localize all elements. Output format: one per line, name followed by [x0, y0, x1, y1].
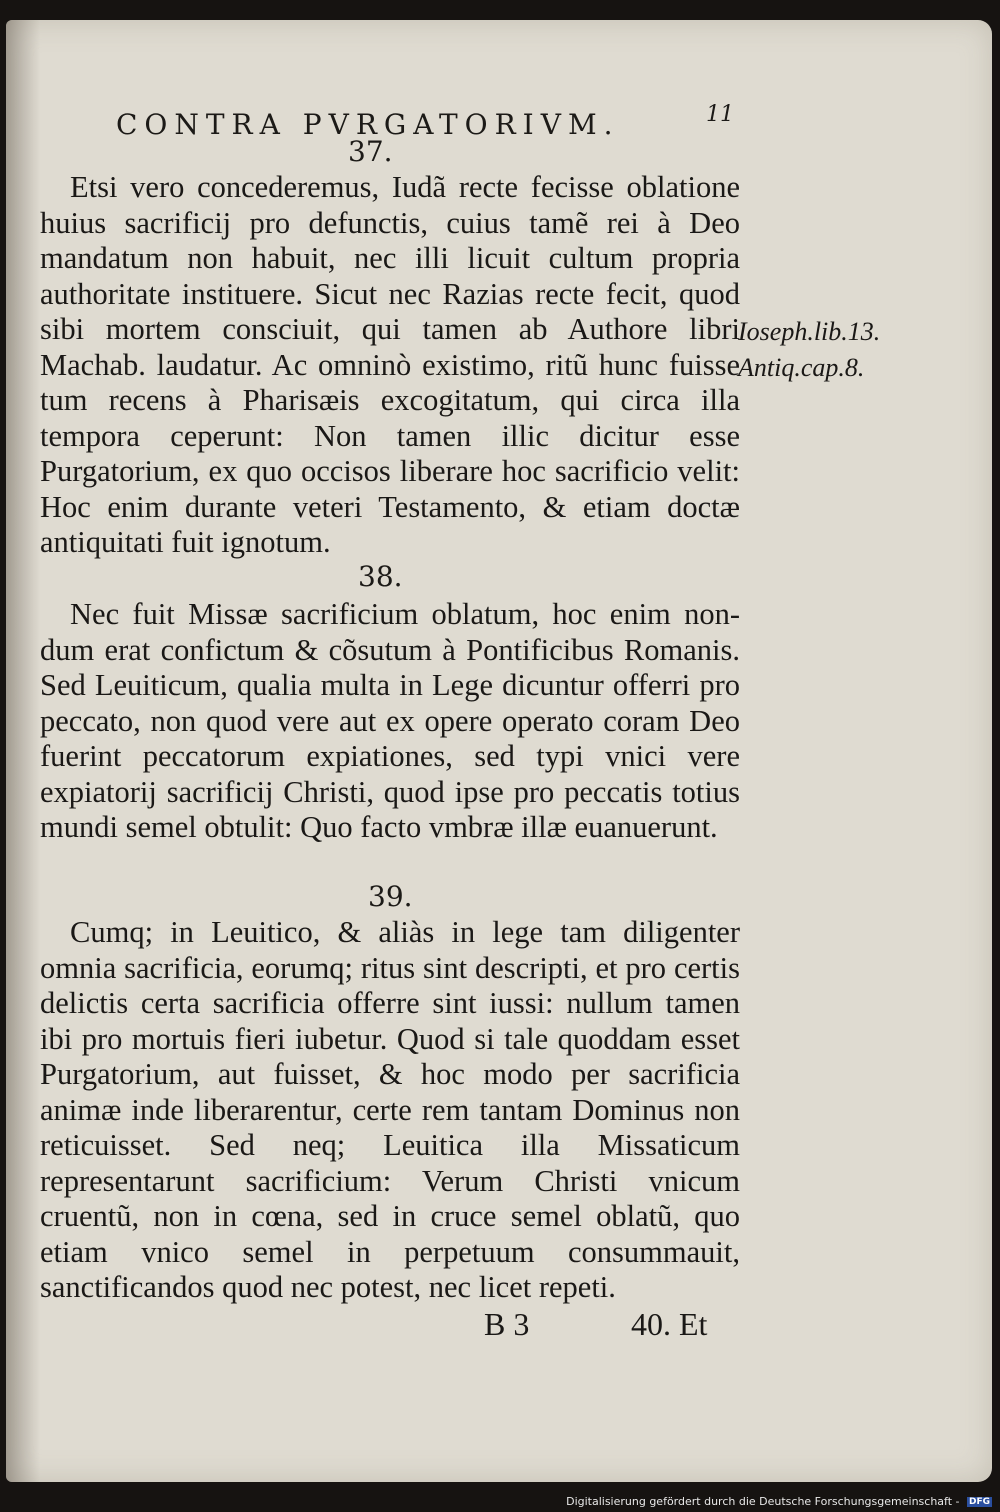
paragraph-37: Etsi vero concederemus, Iudã recte fecisse oblatione huius sacrificij pro defunctis, cuius tamẽ rei à Deo mandatum non habuit, nec illi licuit cultum propria authoritate instituere. Sicut nec Razias recte fecit, quod sibi mortem consciuit, qui tamen ab Authore libri Machab. laudatur. Ac omninò existimo, ritũ hunc fuisse tum recens à Pharisæis excogitatum, qui circa illa tempora ceperunt: Non tamen illic dicitur esse Purgatorium, ex quo occisos liberare hoc sacrificio velit: Hoc enim durante veteri Testamento, & etiam doctæ antiquitati fuit ignotum.	[40, 170, 740, 559]
book-page	[6, 20, 992, 1482]
running-head: CONTRA PVRGATORIVM.	[116, 108, 620, 141]
catchword: 40. Et	[631, 1306, 708, 1342]
section-number-37: 37.	[348, 135, 393, 168]
signature-mark: B 3	[484, 1306, 530, 1342]
page-gutter-shadow	[6, 20, 40, 1482]
marginal-note-line-1: Ioseph.lib.13.	[738, 317, 881, 346]
credit-text: Digitalisierung gefördert durch die Deutsche Forschungsgemeinschaft -	[566, 1495, 960, 1508]
section-number-38: 38.	[358, 560, 403, 593]
folio-number: 11	[706, 102, 734, 127]
digitization-credit	[566, 1495, 992, 1508]
dfg-logo-icon: DFG	[968, 1497, 990, 1507]
paragraph-38: Nec fuit Missæ sacrificium oblatum, hoc enim nondum erat confictum & cõsutum à Pontificibus Romanis. Sed Leuiticum, qualia multa in Lege dicuntur offerri pro peccato, non quod vere aut ex opere operato coram Deo fuerint peccatorum expiationes, sed typi vnici vere expiatorij sacrificij Christi, quod ipse pro peccatis totius mundi semel obtulit: Quo facto vmbræ illæ euanuerunt.	[40, 597, 740, 844]
paragraph-39: Cumq; in Leuitico, & aliàs in lege tam diligenter omnia sacrificia, eorumq; ritus sint descripti, et pro certis delictis certa sacrificia offerre sint iussi: nullum tamen ibi pro mortuis fieri iubetur. Quod si tale quoddam esset Purgatorium, aut fuisset, & hoc modo per sacrificia animæ inde liberarentur, certe rem tantam Dominus non reticuisset. Sed neq; Leuitica illa Missaticum representarunt sacrificium: Verum Christi vnicum cruentũ, non in cœna, sed in cruce semel oblatũ, quo etiam vnico semel in perpetuum consummauit, sanctificandos quod nec potest, nec licet repeti.	[40, 915, 740, 1304]
marginal-note-line-2: Antiq.cap.8.	[738, 353, 865, 382]
section-number-39: 39.	[368, 880, 413, 913]
